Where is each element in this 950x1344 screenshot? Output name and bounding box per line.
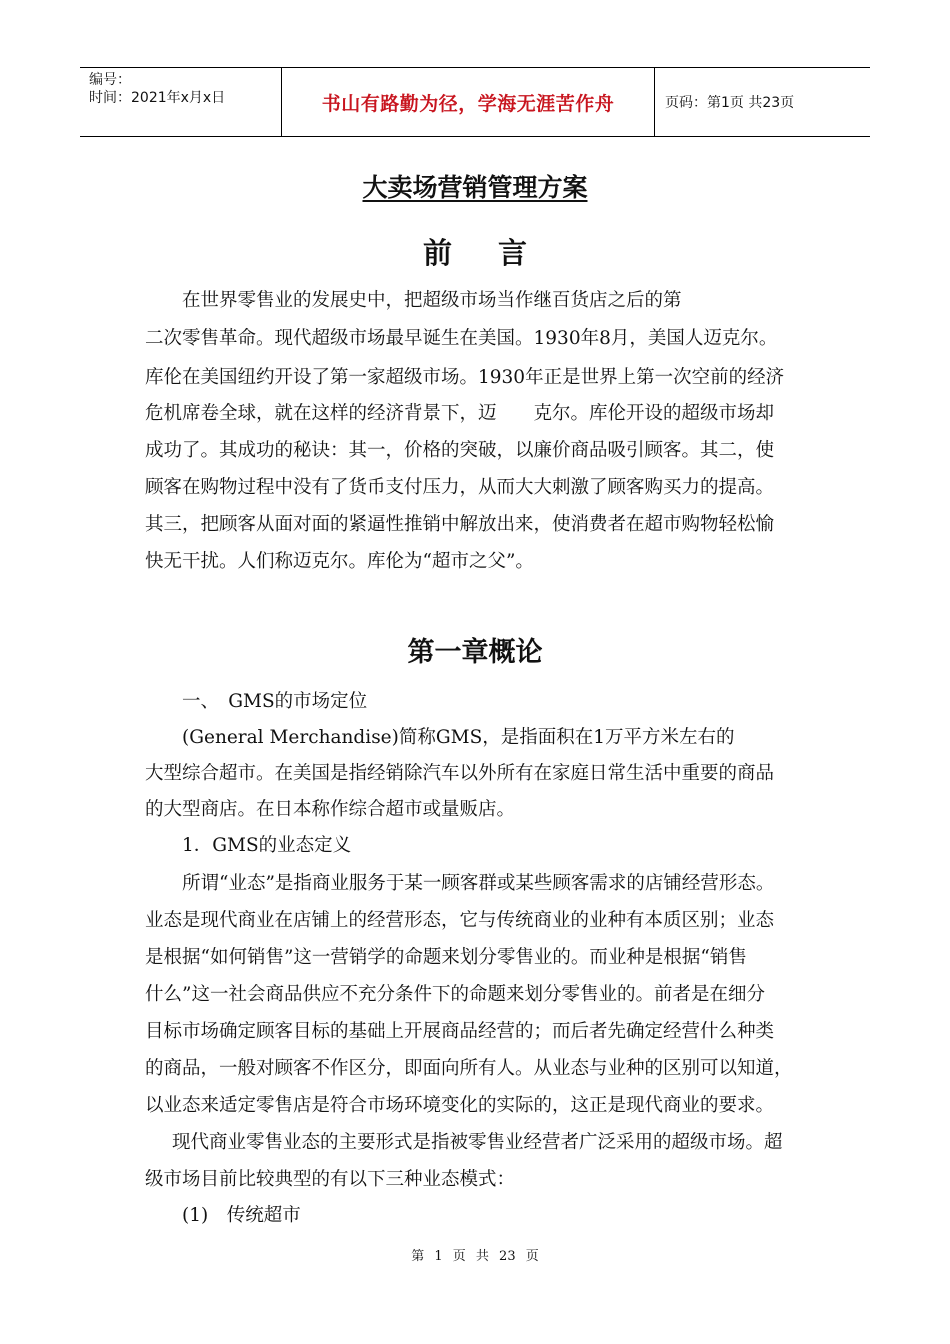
paragraph-line: 成功了。其成功的秘诀：其一，价格的突破，以廉价商品吸引顾客。其二，使 (145, 440, 775, 461)
paragraph-line: (General Merchandise)简称GMS，是指面积在1万平方米左右的 (182, 727, 735, 748)
paragraph-line: 业态是现代商业在店铺上的经营形态，它与传统商业的业种有本质区别；业态 (145, 910, 775, 931)
page-info: 页码：第1页 共23页 (665, 95, 795, 111)
time-label: 时间：2021年x月x日 (89, 90, 226, 106)
paragraph-line: 以业态来适定零售店是符合市场环境变化的实际的，这正是现代商业的要求。 (145, 1095, 775, 1116)
paragraph-line: 危机席卷全球，就在这样的经济背景下，迈 克尔。库伦开设的超级市场却 (145, 403, 775, 424)
paragraph-line: 什么”这一社会商品供应不充分条件下的命题来划分零售业的。前者是在细分 (145, 984, 765, 1005)
list-item: (1) 传统超市 (182, 1205, 301, 1226)
chapter-heading: 第一章概论 (407, 637, 543, 668)
paragraph-line: 库伦在美国纽约开设了第一家超级市场。1930年正是世界上第一次空前的经济 (145, 367, 785, 388)
paragraph-line: 的大型商店。在日本称作综合超市或量贩店。 (145, 799, 516, 820)
paragraph-line: 二次零售革命。现代超级市场最早诞生在美国。1930年8月，美国人迈克尔。 (145, 328, 778, 349)
paragraph-line: 是根据“如何销售”这一营销学的命题来划分零售业的。而业种是根据“销售 (145, 947, 747, 968)
header-table (80, 67, 870, 137)
paragraph-line: 目标市场确定顾客目标的基础上开展商品经营的；而后者先确定经营什么种类 (145, 1021, 775, 1042)
header-meta-cell (80, 68, 282, 136)
paragraph-line: 现代商业零售业态的主要形式是指被零售业经营者广泛采用的超级市场。超 (172, 1132, 783, 1153)
paragraph-line: 快无干扰。人们称迈克尔。库伦为“超市之父”。 (145, 551, 534, 572)
subsection-heading: 1．GMS的业态定义 (182, 835, 352, 856)
section-heading: 一、 GMS的市场定位 (182, 691, 368, 712)
paragraph-line: 其三，把顾客从面对面的紧逼性推销中解放出来，使消费者在超市购物轻松愉 (145, 514, 775, 535)
motto: 书山有路勤为径，学海无涯苦作舟 (282, 68, 655, 136)
paragraph-line: 所谓“业态”是指商业服务于某一顾客群或某些顾客需求的店铺经营形态。 (182, 873, 775, 894)
page-footer: 第 1 页 共 23 页 (411, 1249, 539, 1264)
paragraph-line: 级市场目前比较典型的有以下三种业态模式： (145, 1169, 516, 1190)
document-title: 大卖场营销管理方案 (362, 173, 588, 202)
paragraph-line: 的商品，一般对顾客不作区分，即面向所有人。从业态与业种的区别可以知道， (145, 1058, 793, 1079)
paragraph-line: 顾客在购物过程中没有了货币支付压力，从而大大刺激了顾客购买力的提高。 (145, 477, 775, 498)
paragraph-line: 大型综合超市。在美国是指经销除汽车以外所有在家庭日常生活中重要的商品 (145, 763, 775, 784)
preface-heading: 前 言 (422, 236, 546, 270)
paragraph-line: 在世界零售业的发展史中，把超级市场当作继百货店之后的第 (182, 290, 682, 311)
number-label: 编号： (89, 72, 131, 88)
